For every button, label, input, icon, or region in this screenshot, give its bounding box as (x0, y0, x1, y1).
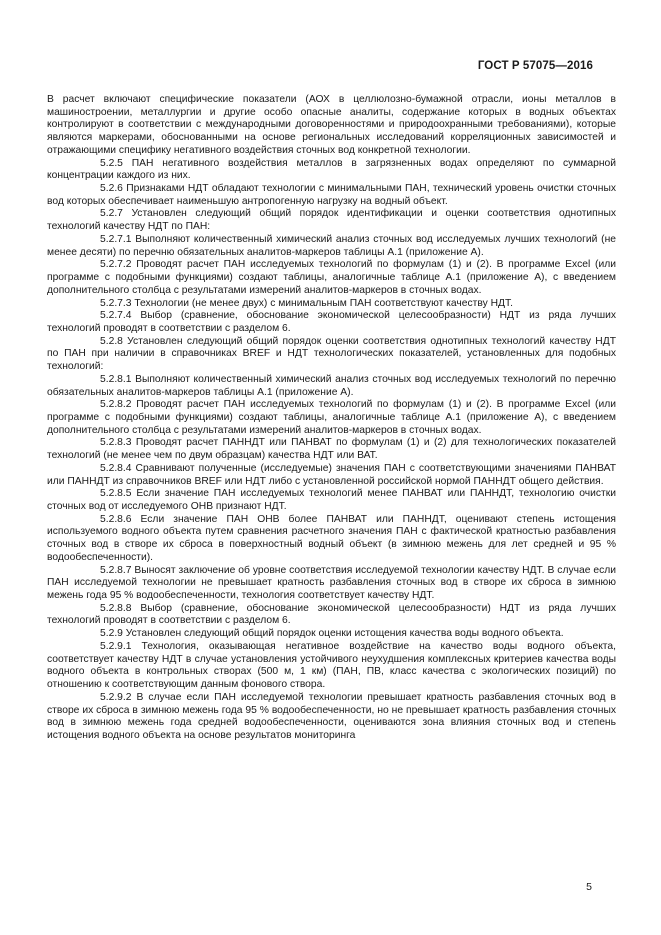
paragraph: 5.2.7.4 Выбор (сравнение, обоснование экономической целесообразности) НДТ из ряда лучших технологий проводят в соответствии с разделом 6. (47, 310, 616, 334)
paragraph: 5.2.8.7 Выносят заключение об уровне соответствия исследуемой технологии качеству НДТ. В случае если ПАН исследуемой технологии не превышает кратность разбавления сточных вод в створе их сброса в зимнюю межень года 95 % водообеспеченности, технология соответствует качеству НДТ. (47, 564, 616, 602)
paragraph: 5.2.8.6 Если значение ПАН ОНВ более ПАНВАТ или ПАННДТ, оценивают степень истощения используемого водного объекта путем сравнения расчетного значения ПАН с фактической кратностью разбавления сточных вод в створе их сброса в поверхностный водный объект (в зимнюю межень для лет средней и 95 % водообеспеченности). (47, 513, 616, 563)
paragraph: 5.2.7.1 Выполняют количественный химический анализ сточных вод исследуемых лучших технологий (не менее десяти) по перечню обязательных аналитов-маркеров таблицы А.1 (приложение А). (47, 233, 616, 258)
page-number: 5 (586, 881, 592, 893)
paragraph: 5.2.7.2 Проводят расчет ПАН исследуемых технологий по формулам (1) и (2). В программе Excel (или программе с подобными функциями) создают таблицы, аналогичные таблице А.1 (приложение А), с введением дополнительного столбца с результатами измерений аналитов-маркеров в сточных водах. (47, 259, 616, 296)
document-body (47, 94, 616, 743)
paragraph: 5.2.8.1 Выполняют количественный химический анализ сточных вод исследуемых технологий по перечню обязательных аналитов-маркеров таблицы А.1 (приложение А). (47, 373, 616, 398)
paragraph: 5.2.7.3 Технологии (не менее двух) с минимальным ПАН соответствуют качеству НДТ. (100, 297, 514, 309)
paragraph: 5.2.8 Установлен следующий общий порядок оценки соответствия однотипных технологий качеству НДТ по ПАН при наличии в справочниках BREF и НДТ технологических показателей, установленных для подобных технологий: (47, 335, 616, 373)
paragraph: 5.2.8.5 Если значение ПАН исследуемых технологий менее ПАНВАТ или ПАННДТ, технологию очистки сточных вод от исследуемого ОНВ признают НДТ. (47, 488, 616, 512)
paragraph: 5.2.8.4 Сравнивают полученные (исследуемые) значения ПАН с соответствующими значениями ПАНВАТ или ПАННДТ из справочников BREF или НДТ либо с установленной российской нормой ПАННДТ общего действия. (47, 462, 616, 487)
paragraph: 5.2.7 Установлен следующий общий порядок идентификации и оценки соответствия однотипных технологий качеству НДТ по ПАН: (47, 208, 616, 233)
paragraph: 5.2.5 ПАН негативного воздействия металлов в загрязненных водах определяют по суммарной концентрации каждого из них. (47, 157, 616, 182)
document-code-header: ГОСТ Р 57075—2016 (477, 60, 593, 72)
paragraph: 5.2.9.1 Технология, оказывающая негативное воздействие на качество воды водного объекта, соответствует качеству НДТ в случае установления устойчивого неухудшения комплексных критериев качества воды водного объекта в контрольных створах (500 м, 1 км) (ПАН, ПВ, класс качества с экологических позиций) по отношению к соответствующим данным фонового створа. (47, 640, 616, 691)
paragraph: 5.2.8.3 Проводят расчет ПАННДТ или ПАНВАТ по формулам (1) и (2) для технологических показателей технологий (не менее чем по двум образцам) качества НДТ или ВАТ. (47, 437, 616, 462)
paragraph: В расчет включают специфические показатели (АОХ в целлюлозно-бумажной отрасли, ионы металлов в машиностроении, металлургии и другие особо опасные аналиты, содержание которых в водных объектах контролируют в соответствии с международными договоренностями и природоохранными требованиями), которые являются маркерами, обоснованными на основе региональных исследований корреляционных зависимостей и отражающими специфику негативного воздействия сточных вод конкретной технологии. (47, 94, 616, 156)
paragraph: 5.2.8.2 Проводят расчет ПАН исследуемых технологий по формулам (1) и (2). В программе Excel (или программе с подобными функциями) создают таблицы, аналогичные таблице А.1 (приложение А), с введением дополнительного столбца с результатами измерений аналитов-маркеров в сточных водах. (47, 399, 616, 436)
paragraph: 5.2.9 Установлен следующий общий порядок оценки истощения качества воды водного объекта. (100, 628, 564, 640)
paragraph: 5.2.6 Признаками НДТ обладают технологии с минимальными ПАН, технический уровень очистки сточных вод которых обеспечивает наименьшую антропогенную нагрузку на водный объект. (47, 183, 616, 207)
paragraph: 5.2.9.2 В случае если ПАН исследуемой технологии превышает кратность разбавления сточных вод в створе их сброса в зимнюю межень года 95 % водообеспеченности, но не превышает кратность разбавления сточных вод в зимнюю межень года средней водообеспеченности, оцениваются зона влияния сточных вод и степень истощения водного объекта на основе результатов мониторинга (47, 691, 616, 741)
paragraph: 5.2.8.8 Выбор (сравнение, обоснование экономической целесообразности) НДТ из ряда лучших технологий проводят в соответствии с разделом 6. (47, 602, 616, 627)
